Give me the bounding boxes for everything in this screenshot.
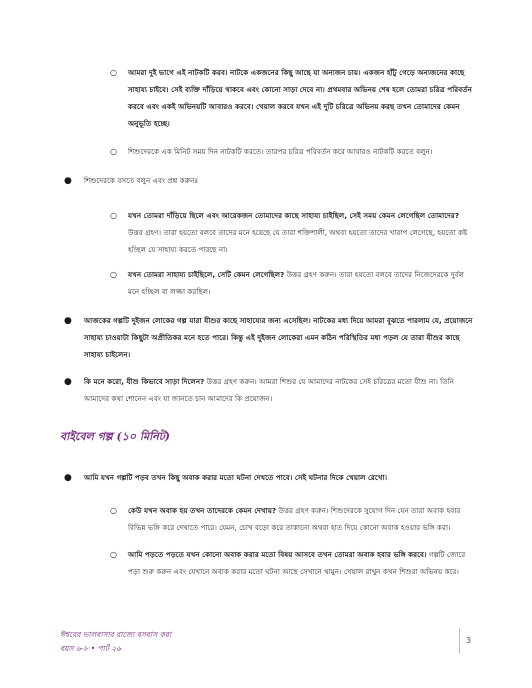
bullet-icon: ● bbox=[64, 473, 72, 483]
hollow-bullet-icon: ○ bbox=[110, 147, 117, 156]
bullet-icon: ● bbox=[64, 377, 72, 387]
sub-item-drama-instruction: আমরা দুই ভাগে এই নাটকটি করব। নাটকে একজনের কিছু আছে যা অন্যজন চায়। একজন হাঁটু গেড়ে অন্যজনের কাছে সাহায্য চাইবে। সেই ব্যক্তি দাঁড়িয়ে থাকবে এবং কোনো সাড়া দেবে না। প্রথমবার অভিনয় শেষ হলে তোমরা চরিত্র পরিবর্তন করবে এবং একই অভিনয়টি আবারও করবে। খেয়াল করবে যখন এই দুটি চরিত্রে অভিনয় করছ তখন তোমাদের কেমন অনুভূতি হচ্ছে। bbox=[128, 68, 472, 128]
page-number: 3 bbox=[466, 636, 472, 645]
section-heading: বাইবেল গল্প (১০ মিনিট) bbox=[60, 430, 170, 443]
item-jesus-response: কি মনে করো, যীশু কিভাবে সাড়া দিলেন? উত্তর গ্রহণ করুন। আমরা শিশুর যে আমাদের নাটকের সেই চরিত্রের মতো যীশু না। তিনি আমাদের কথা শোনেন এবং যা জানতে চান আমাদের কি প্রয়োজন। bbox=[84, 377, 454, 403]
sub-item-one-minute: শিশুদেরকে এক মিনিট সময় দিন নাটকটি করতে। তারপর চরিত্র পরিবর্তন করে আবারও নাটকটি করতে বলুন। bbox=[128, 147, 433, 156]
item-surprise-events: আমি যখন গল্পটি পড়ব তখন কিছু অবাক করার মতো ঘটনা দেখতে পাবে। সেই ঘটনার দিকে খেয়াল রেখো। bbox=[84, 473, 388, 482]
bullet-icon: ● bbox=[64, 176, 72, 186]
hollow-bullet-icon: ○ bbox=[110, 68, 117, 77]
item-todays-story: আজকের গল্পটি দুইজন লোকের গল্প যারা যীশুর কাছে সাহায্যের জন্য এসেছিল। নাটকের মধ্য দিয়ে আমরা বুঝতে পারলাম যে, প্রয়োজনে সাহায্য চাওয়াটা কিছুটা অপ্রীতিকর মনে হতে পারে। কিন্তু এই দুইজন লোকেরা এমন কঠিন পরিস্থিতির মধ্য পড়ল যে তারা যীশুর কাছে সাহায্য চাইলেন। bbox=[84, 316, 473, 359]
hollow-bullet-icon: ○ bbox=[110, 211, 117, 220]
hollow-bullet-icon: ○ bbox=[110, 550, 117, 559]
bullet-icon: ● bbox=[64, 316, 72, 326]
hollow-bullet-icon: ○ bbox=[110, 506, 117, 515]
sub-item-question-asking: যখন তোমরা সাহায্য চাইছিলে, সেটি কেমন লেগেছিল? উত্তর গ্রহণ করুন। তারা হয়তো বলবে তাদের নিজেদেরকে দুর্বল মনে হচ্ছিল বা লজ্জা করছিল। bbox=[128, 270, 464, 296]
sub-item-question-standing: যখন তোমরা দাঁড়িয়ে ছিলে এবং আরেকজন তোমাদের কাছে সাহায্য চাইছিল, সেই সময় কেমন লেগেছিল তোমাদের? উত্তর গ্রহণ। তারা হয়তো বলবে তাদের মনে হয়েছে যে তারা শক্তিশালী, অথবা হয়তো তাদের খারাপ লেগেছে, হয়তো কষ্ট হচ্ছিল যে সাহায্য করতে পারছে না। bbox=[128, 211, 468, 254]
hollow-bullet-icon: ○ bbox=[110, 270, 117, 279]
footer-subtitle: বয়স ৬-৮ • পার্ট ২৬ bbox=[60, 644, 122, 653]
footer-title: ঈশ্বরের ভালবাসার রাজ্যে বসবাস করা bbox=[60, 630, 172, 639]
footer-divider bbox=[459, 628, 460, 654]
sub-item-surprised-look: কেউ যখন অবাক হয় তখন তাদেরকে কেমন দেখায়? উত্তর গ্রহণ করুন। শিশুদেরকে সুযোগ দিন যেন তারা অবাক হবার বিভিন্ন ভঙ্গি করে দেখাতে পারে। যেমন, চোখ বড়ো করে তাকানো অথবা হাত দিয়ে কোনো অবাক হওয়ার ভঙ্গি করা। bbox=[128, 506, 461, 532]
sub-item-read-aloud: আমি পড়তে পড়তে যখন কোনো অবাক করার মতো বিষয় আসবে তখন তোমরা অবাক হবার ভঙ্গি করবে। গল্পটি জোরে পড়া শুরু করুন এবং যেখানে অবাক করার মতো ঘটনা আছে সেখানে থামুন। খেয়াল রাখুন কখন শিশুরা অভিনয় করে। bbox=[128, 550, 466, 576]
item-ask-children: শিশুদেরকে বসতে বলুন এবং প্রশ্ন করুনঃ bbox=[84, 176, 199, 185]
